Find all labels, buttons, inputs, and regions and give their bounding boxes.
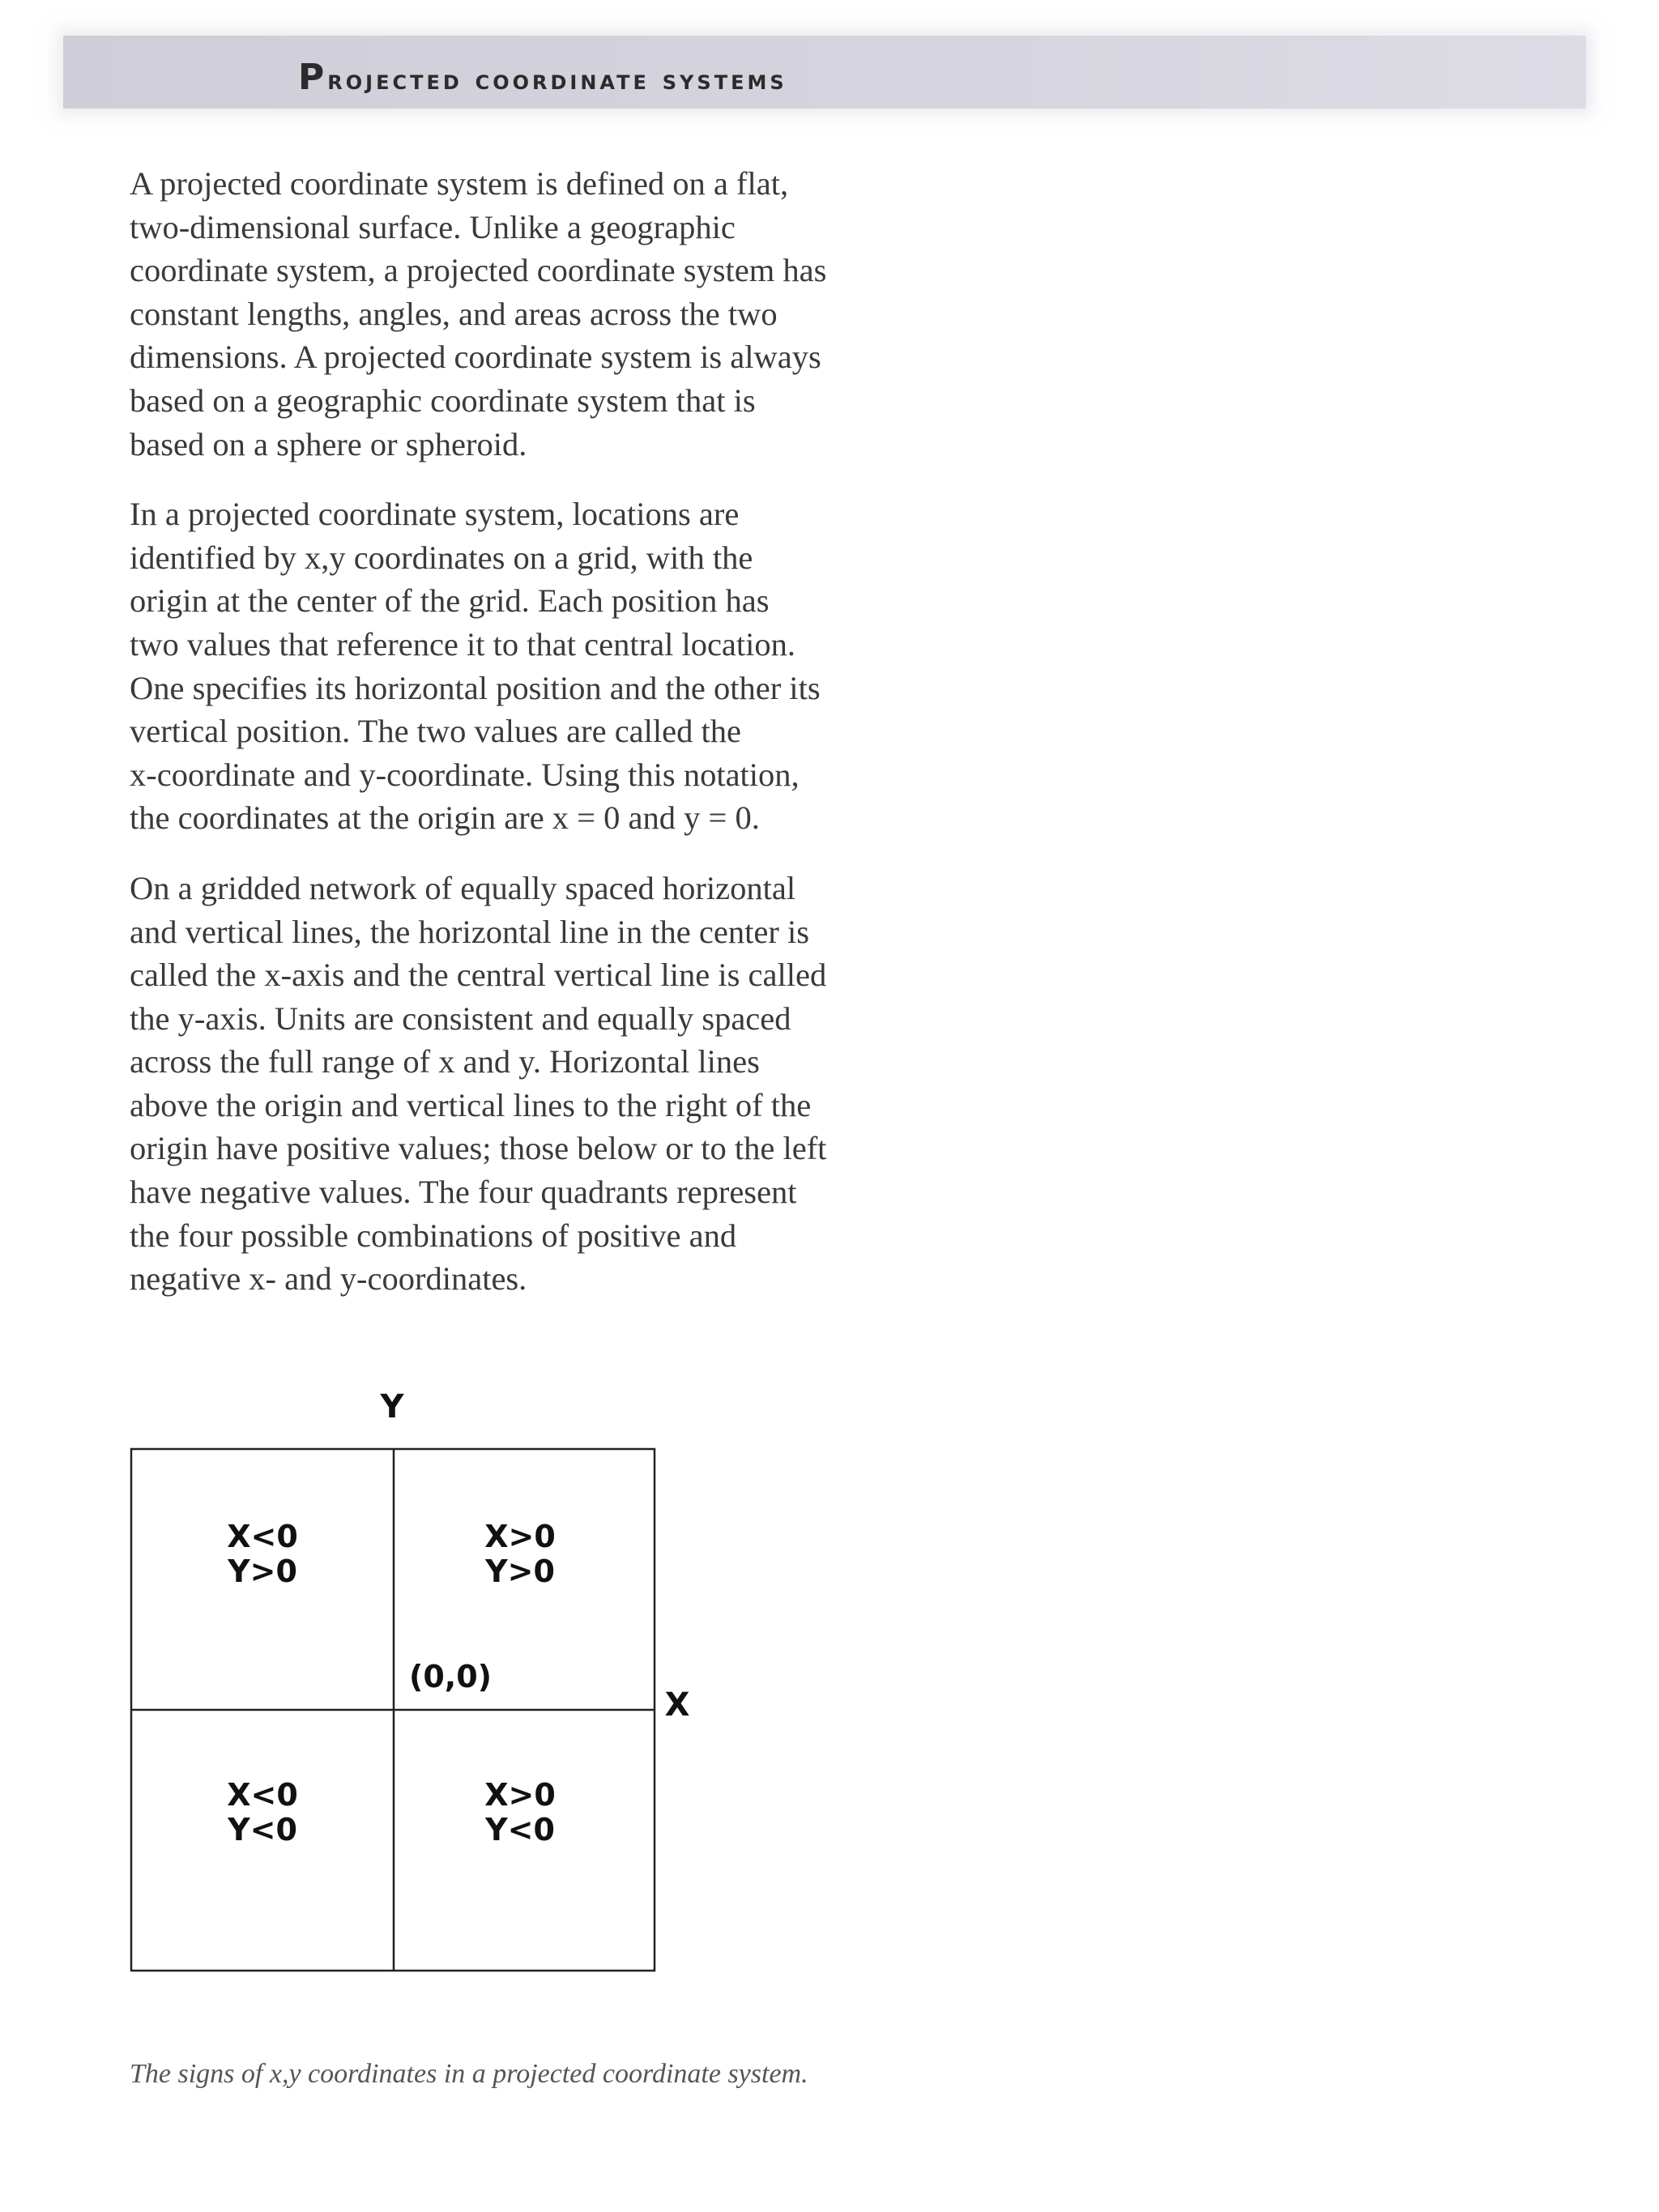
quadrant-top-left-x: X<0: [227, 1519, 298, 1554]
quadrant-bottom-left-y: Y<0: [228, 1812, 297, 1848]
body-text: [130, 162, 988, 1328]
paragraph-definition: A projected coordinate system is defined on a flat, two-dimensional surface. Unlike a geographic coordinate system, a projected coordinate system has constant lengths, angles, and areas across the two dimensions. A projected coordinate system is always based on a geographic coordinate system that is based on a sphere or spheroid.: [130, 165, 827, 462]
section-title-rest: rojected coordinate systems: [327, 64, 787, 96]
section-title-initial: P: [298, 57, 328, 98]
y-axis-label: Y: [380, 1388, 404, 1426]
x-axis-label: X: [664, 1686, 690, 1724]
quadrant-bottom-right-x: X>0: [484, 1777, 556, 1813]
grid-outer-frame: [131, 1449, 655, 1971]
quadrant-top-right-y: Y>0: [485, 1554, 555, 1589]
paragraph-xy-coordinates: In a projected coordinate system, locations are identified by x,y coordinates on a grid, with the origin at the center of the grid. Each position has two values that reference it to that central location. One specifies its horizontal position and the other its vertical position. The two values are called the x-coordinate and y-coordinate. Using this notation, the coordinates at the origin are x = 0 and y = 0.: [130, 496, 821, 837]
section-title: [298, 57, 787, 98]
quadrant-bottom-left-x: X<0: [227, 1777, 298, 1813]
quadrant-top-right-x: X>0: [484, 1519, 556, 1554]
section-header-band: [63, 36, 1586, 109]
figure-caption: The signs of x,y coordinates in a projected coordinate system.: [130, 2059, 808, 2089]
quadrant-top-left-y: Y>0: [228, 1554, 297, 1589]
paragraph-grid-axes: On a gridded network of equally spaced horizontal and vertical lines, the horizontal line in the center is called the x-axis and the central vertical line is called the y-axis. Units are consistent and equally spaced across the full range of x and y. Horizontal lines above the origin and vertical lines to the right of the origin have positive values; those below or to the left have negative values. The four quadrants represent the four possible combinations of positive and negative x- and y-coordinates.: [130, 869, 827, 1298]
quadrant-bottom-right-y: Y<0: [485, 1812, 555, 1848]
origin-label: (0,0): [408, 1659, 493, 1694]
